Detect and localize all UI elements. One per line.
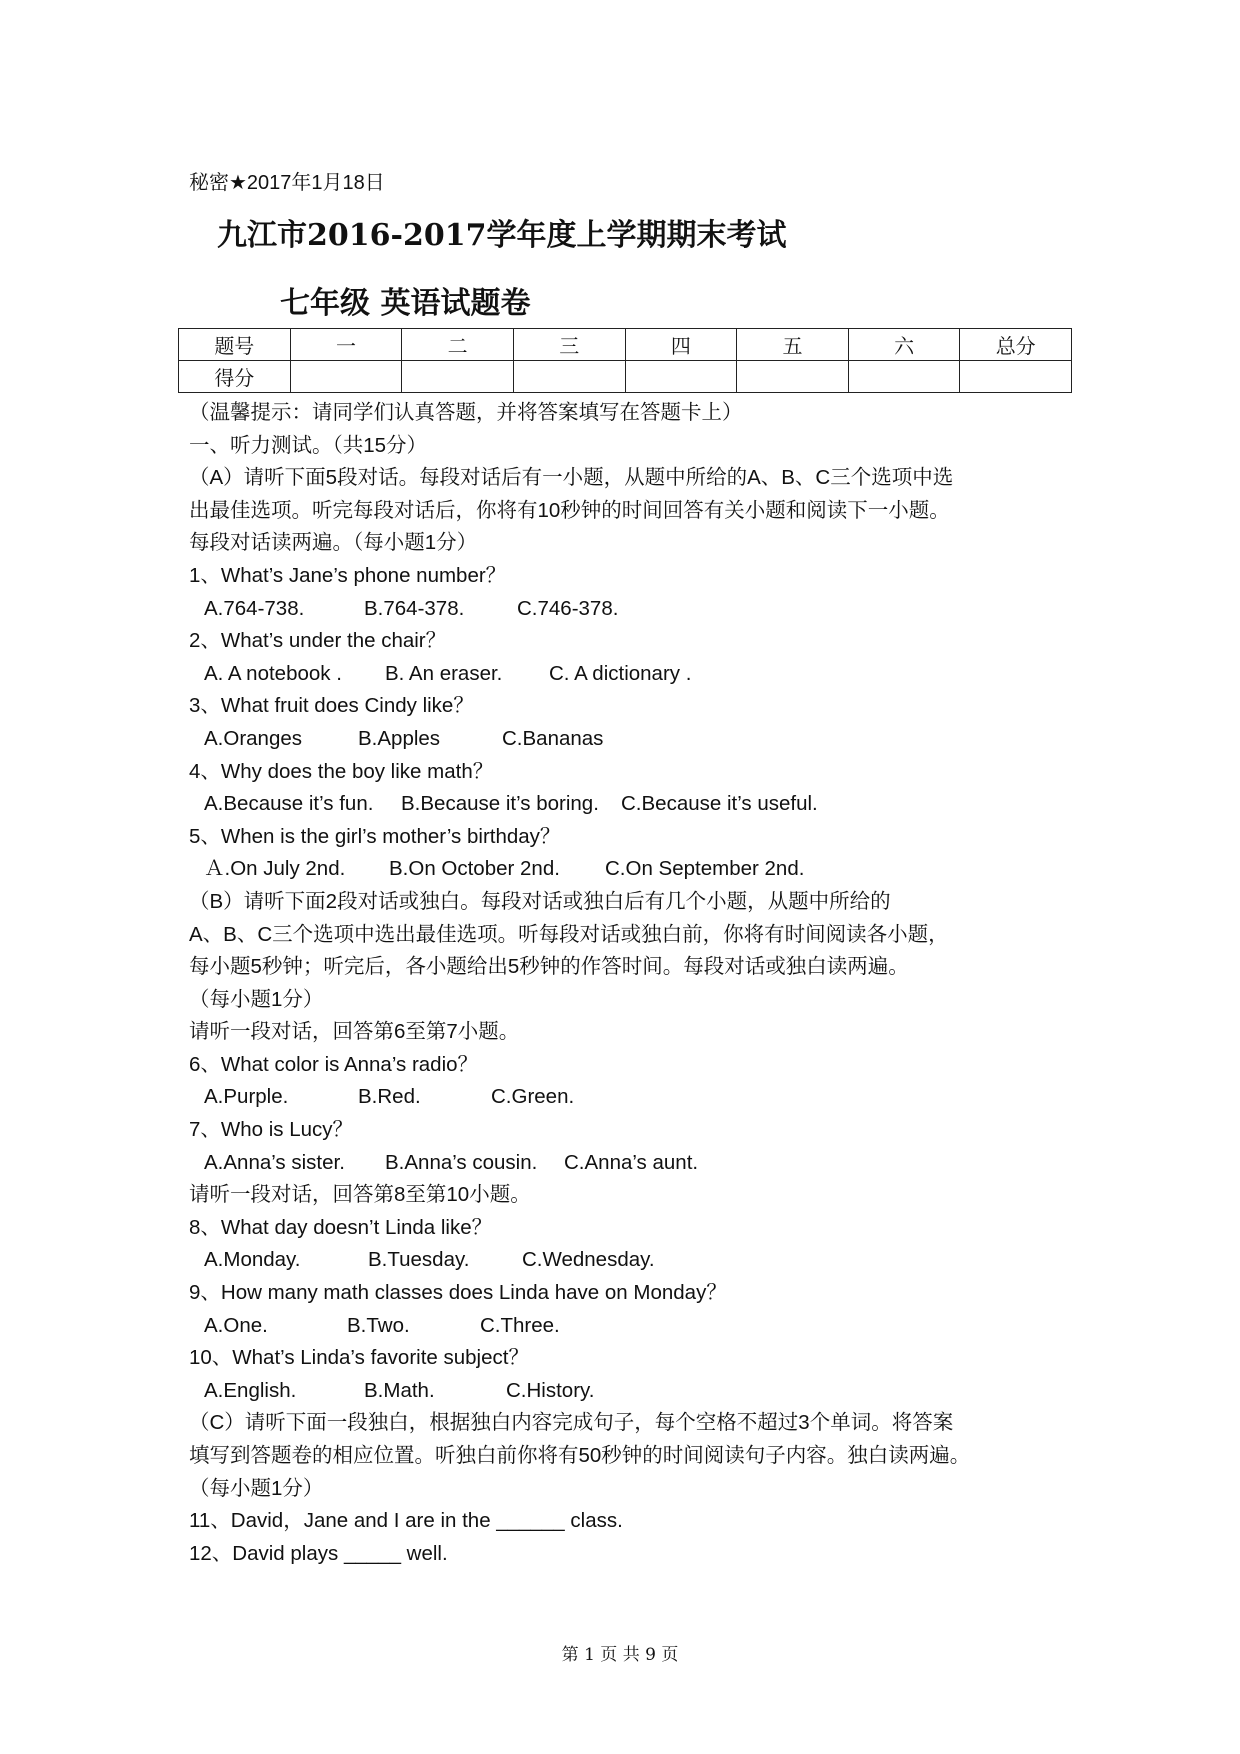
score-cell: 总分: [960, 329, 1072, 361]
score-cell: [737, 361, 849, 393]
option: A. A notebook .: [204, 661, 342, 685]
dialog-intro: 请听一段对话，回答第8至第10小题。: [189, 1183, 531, 1207]
question-2-options: [189, 658, 1069, 691]
question-8-options: [189, 1244, 1069, 1277]
score-cell: 五: [737, 329, 849, 361]
option: B.Math.: [364, 1378, 435, 1402]
score-cell: [848, 361, 960, 393]
question-5: 5、When is the girl’s mother’s birthday？: [189, 824, 561, 848]
score-cell: 得分: [179, 361, 291, 393]
question-8: 8、What day doesn’t Linda like？: [189, 1215, 493, 1239]
score-cell: [290, 361, 402, 393]
instruction-line: （A）请听下面5段对话。每段对话后有一小题，从题中所给的A、B、C三个选项中选: [189, 466, 954, 490]
instruction-line: （C）请听下面一段独白，根据独白内容完成句子，每个空格不超过3个单词。将答案: [189, 1411, 954, 1435]
question-7: 7、Who is Lucy？: [189, 1118, 354, 1142]
exam-body: [189, 397, 1069, 1570]
option: B.Apples: [358, 726, 441, 750]
option: A.Purple.: [204, 1085, 289, 1109]
option: B. An eraser.: [385, 661, 503, 685]
question-1: 1、What’s Jane’s phone number？: [189, 563, 507, 587]
score-table-score-row: [179, 361, 1072, 393]
option: C.Because it’s useful.: [621, 792, 818, 816]
instruction-line: （每小题1分）: [189, 1476, 324, 1500]
score-cell: [960, 361, 1072, 393]
question-3-options: [189, 723, 1069, 756]
option: C.746-378.: [517, 596, 619, 620]
exam-subtitle: 七年级 英语试题卷: [280, 286, 531, 321]
dialog-intro: 请听一段对话，回答第6至第7小题。: [189, 1020, 520, 1044]
option: Ａ.On July 2nd.: [204, 857, 346, 881]
section-heading: 一、听力测试。（共15分）: [189, 433, 428, 457]
question-6: 6、What color is Anna’s radio？: [189, 1052, 479, 1076]
instruction-line: （B）请听下面2段对话或独白。每段对话或独白后有几个小题，从题中所给的: [189, 889, 891, 913]
score-cell: 一: [290, 329, 402, 361]
option: C.Green.: [491, 1085, 575, 1109]
option: A.764-738.: [204, 596, 305, 620]
option: A.Anna’s sister.: [204, 1150, 345, 1174]
option: C.History.: [506, 1378, 595, 1402]
question-5-options: [189, 853, 1069, 886]
instruction-line: 每段对话读两遍。（每小题1分）: [189, 531, 478, 555]
question-1-options: [189, 593, 1069, 626]
question-7-options: [189, 1147, 1069, 1180]
score-cell: 题号: [179, 329, 291, 361]
question-10: 10、What’s Linda’s favorite subject？: [189, 1346, 529, 1370]
exam-title: 九江市2016-2017学年度上学期期末考试: [217, 218, 787, 253]
question-6-options: [189, 1081, 1069, 1114]
question-4-options: [189, 788, 1069, 821]
option: B.Two.: [347, 1313, 410, 1337]
score-table: [178, 328, 1072, 393]
score-cell: [625, 361, 737, 393]
score-cell: 六: [848, 329, 960, 361]
option: B.Anna’s cousin.: [385, 1150, 538, 1174]
score-cell: [402, 361, 514, 393]
option: A.Monday.: [204, 1248, 301, 1272]
score-cell: [513, 361, 625, 393]
option: A.Oranges: [204, 726, 302, 750]
instruction-line: 出最佳选项。听完每段对话后，你将有10秒钟的时间回答有关小题和阅读下一小题。: [189, 498, 950, 522]
option: C.Wednesday.: [522, 1248, 655, 1272]
option: C.On September 2nd.: [605, 857, 805, 881]
page-footer: 第 1 页 共 9 页: [561, 1645, 679, 1665]
instruction-line: （每小题1分）: [189, 987, 324, 1011]
option: B.Because it’s boring.: [401, 792, 599, 816]
option: C.Anna’s aunt.: [564, 1150, 699, 1174]
question-10-options: [189, 1375, 1069, 1408]
option: A.Because it’s fun.: [204, 792, 374, 816]
option: C.Three.: [480, 1313, 560, 1337]
question-2: 2、What’s under the chair？: [189, 629, 447, 653]
score-cell: 二: [402, 329, 514, 361]
option: B.Red.: [358, 1085, 421, 1109]
option: C. A dictionary .: [549, 661, 692, 685]
score-cell: 三: [513, 329, 625, 361]
option: A.One.: [204, 1313, 268, 1337]
option: A.English.: [204, 1378, 297, 1402]
question-9-options: [189, 1310, 1069, 1343]
tip-text: （温馨提示：请同学们认真答题，并将答案填写在答题卡上）: [189, 401, 743, 424]
question-11: 11、David，Jane and I are in the ______ class.: [189, 1509, 623, 1533]
question-3: 3、What fruit does Cindy like？: [189, 694, 474, 718]
instruction-line: 填写到答题卷的相应位置。听独白前你将有50秒钟的时间阅读句子内容。独白读两遍。: [189, 1444, 971, 1467]
question-4: 4、Why does the boy like math？: [189, 759, 494, 783]
score-cell: 四: [625, 329, 737, 361]
instruction-line: A、B、C三个选项中选出最佳选项。听每段对话或独白前，你将有时间阅读各小题，: [189, 922, 949, 946]
option: C.Bananas: [502, 726, 604, 750]
option: B.764-378.: [364, 596, 465, 620]
secret-date: 秘密★2017年1月18日: [189, 172, 385, 194]
instruction-line: 每小题5秒钟；听完后，各小题给出5秒钟的作答时间。每段对话或独白读两遍。: [189, 955, 909, 979]
option: B.Tuesday.: [368, 1248, 470, 1272]
question-12: 12、David plays _____ well.: [189, 1541, 448, 1565]
score-table-header-row: [179, 329, 1072, 361]
question-9: 9、How many math classes does Linda have on Monday？: [189, 1281, 727, 1305]
option: B.On October 2nd.: [389, 857, 560, 881]
